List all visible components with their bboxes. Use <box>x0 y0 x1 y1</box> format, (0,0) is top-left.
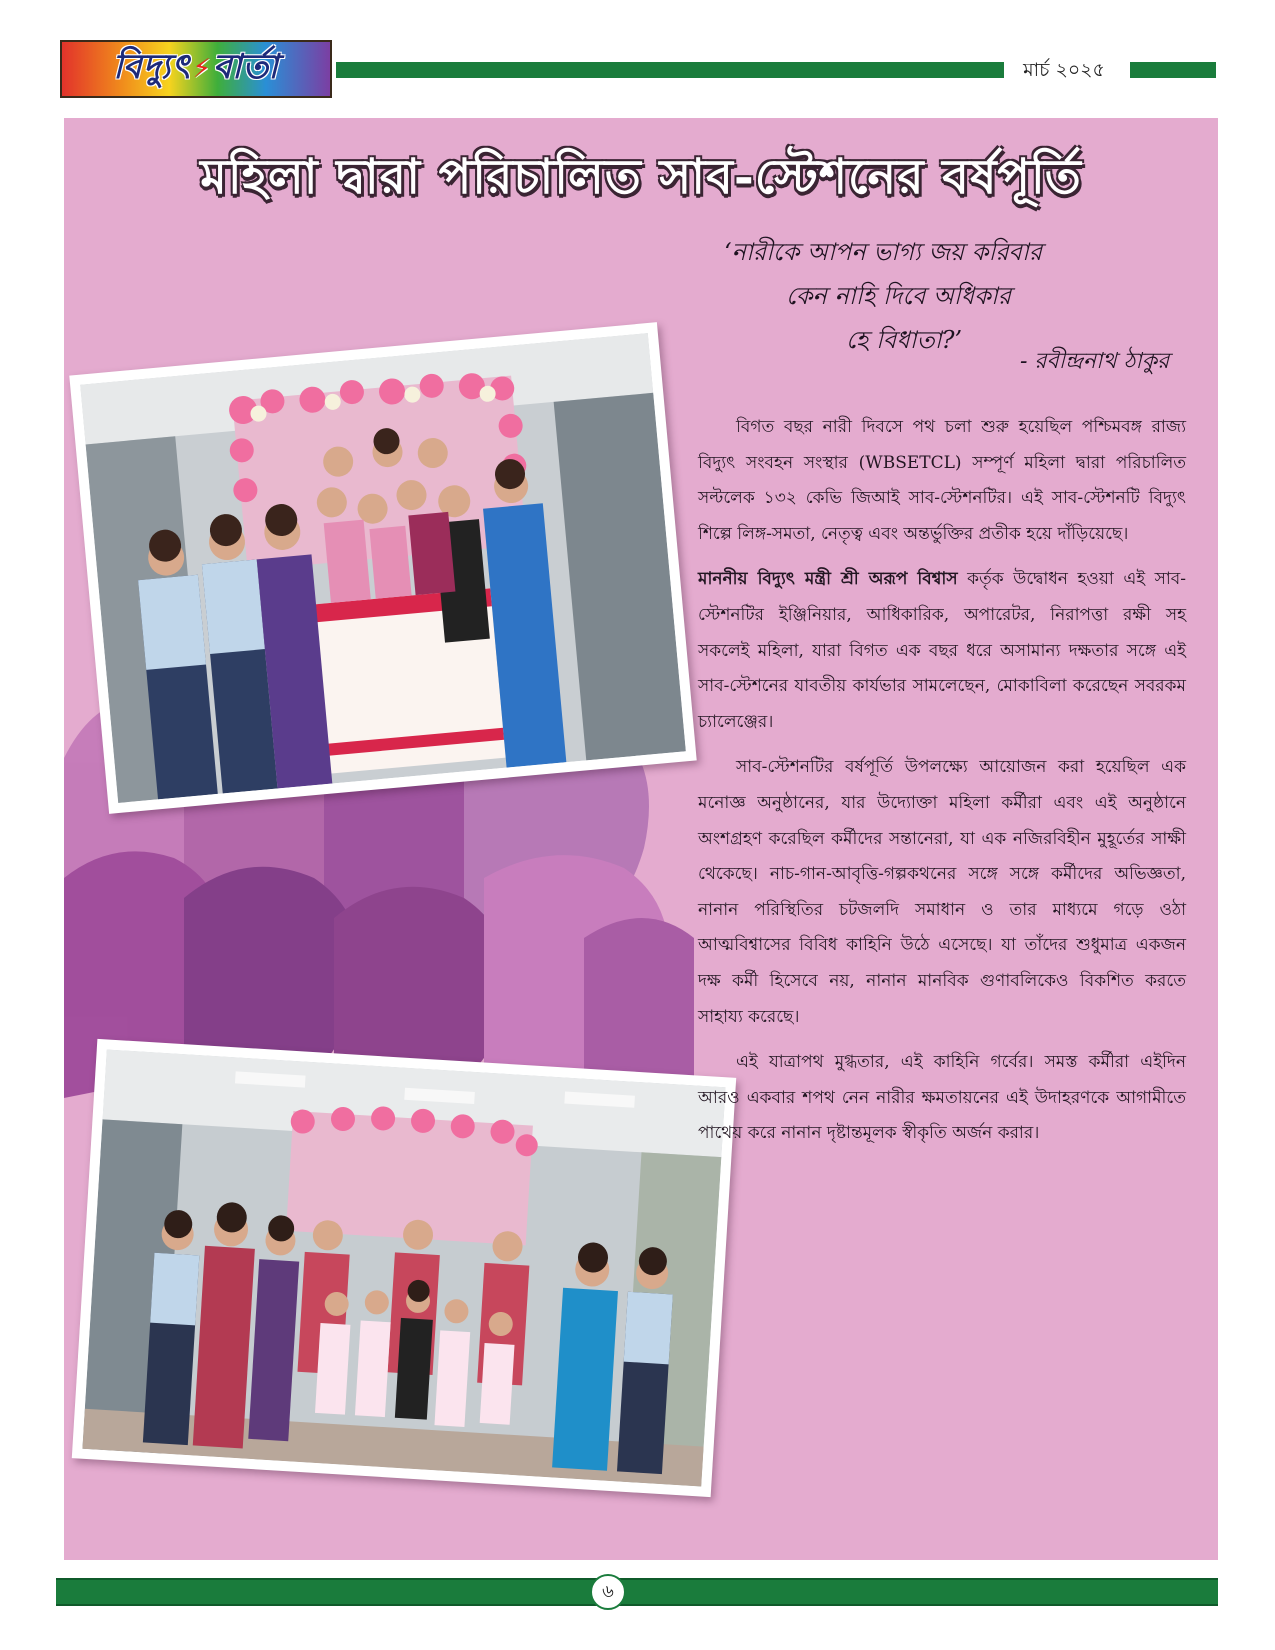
header-rule-right <box>1130 62 1216 78</box>
paragraph-1: বিগত বছর নারী দিবসে পথ চলা শুরু হয়েছিল পশ্চিমবঙ্গ রাজ্য বিদ্যুৎ সংবহন সংস্থার (WBSETCL) সম্পূর্ণ মহিলা দ্বারা পরিচালিত সল্টলেক ১৩২ কেভি জিআই সাব-স্টেশনটির। এই সাব-স্টেশনটি বিদ্যুৎ শিল্পে লিঙ্গ-সমতা, নেতৃত্ব এবং অন্তর্ভুক্তির প্রতীক হয়ে দাঁড়িয়েছে। <box>698 417 1186 544</box>
paragraph-2 <box>698 562 1186 740</box>
masthead-right-text: বার্তা <box>212 46 279 87</box>
masthead-logo <box>60 40 332 98</box>
paragraph-4: এই যাত্রাপথ মুগ্ধতার, এই কাহিনি গর্বের। সমস্ত কর্মীরা এইদিন আরও একবার শপথ নেন নারীর ক্ষমতায়নের এই উদাহরণকে আগামীতে পাথেয় করে নানান দৃষ্টান্তমূলক স্বীকৃতি অর্জন করার। <box>698 1052 1186 1144</box>
masthead-left-text: বিদ্যুৎ <box>113 46 191 87</box>
paragraph-2-text: কর্তৃক উদ্বোধন হওয়া এই সাব-স্টেশনটির ইঞ্জিনিয়ার, আধিকারিক, অপারেটর, নিরাপত্তা রক্ষী সহ সকলেই মহিলা, যারা বিগত এক বছর ধরে অসামান্য দক্ষতার সঙ্গে এই সাব-স্টেশনের যাবতীয় কার্যভার সামলেছেন, মোকাবিলা করেছেন সবরকম চ্যালেঞ্জের। <box>698 569 1186 732</box>
lightning-bolt-icon: ⚡ <box>192 54 211 84</box>
group-photo-image <box>82 1049 725 1486</box>
cake-cutting-photo-image <box>80 333 686 803</box>
group-photo-staff-and-children <box>72 1039 736 1497</box>
quote-line-1: ‘নারীকে আপন ভাগ্য জয় করিবার <box>724 238 1043 266</box>
article-panel <box>64 118 1218 1560</box>
article-body <box>698 410 1186 1162</box>
quote-author-signature: - রবীন্দ্রনাথ ঠাকুর <box>1020 349 1170 374</box>
minister-name: মাননীয় বিদ্যুৎ মন্ত্রী শ্রী অরূপ বিশ্বাস <box>698 569 958 590</box>
footer-rule <box>56 1578 1218 1606</box>
quote-line-2: কেন নাহি দিবে অধিকার <box>786 282 1012 310</box>
header-rule-left <box>336 62 1004 78</box>
issue-date: মার্চ ২০২৫ <box>1023 59 1105 81</box>
article-headline: মহিলা দ্বারা পরিচালিত সাব-স্টেশনের বর্ষপূর্তি <box>200 149 1082 205</box>
paragraph-3: সাব-স্টেশনটির বর্ষপূর্তি উপলক্ষ্যে আয়োজন করা হয়েছিল এক মনোজ্ঞ অনুষ্ঠানের, যার উদ্যোক্তা মহিলা কর্মীরা এবং এই অনুষ্ঠানে অংশগ্রহণ করেছিল কর্মীদের সন্তানেরা, যা এক নজিরবিহীন মুহূর্তের সাক্ষী থেকেছে। নাচ-গান-আবৃত্তি-গল্পকথনের সঙ্গে সঙ্গে কর্মীদের অভিজ্ঞতা, নানান পরিস্থিতির চটজলদি সমাধান ও তার মাধ্যমে গড়ে ওঠা আত্মবিশ্বাসের বিবিধ কাহিনি উঠে এসেছে। যা তাঁদের শুধুমাত্র একজন দক্ষ কর্মী হিসেবে নয়, নানান মানবিক গুণাবলিকেও বিকশিত করতে সাহায্য করেছে। <box>698 757 1186 1027</box>
page-number: ৬ <box>590 1574 626 1610</box>
celebration-photo-cake-cutting <box>69 322 696 814</box>
tagore-quote <box>684 230 1184 374</box>
quote-line-3: হে বিধাতা?’ <box>846 326 963 354</box>
